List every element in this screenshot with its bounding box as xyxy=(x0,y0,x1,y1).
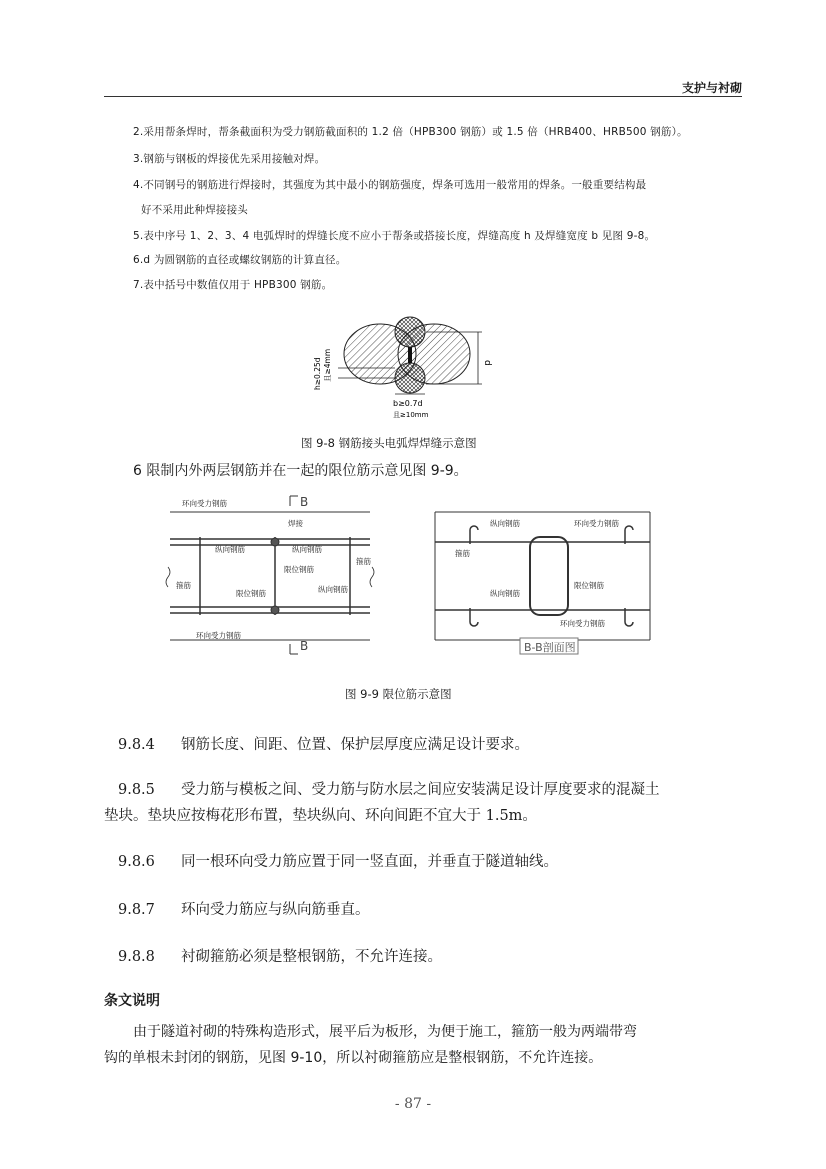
left-label-stirrup-l: 箍筋 xyxy=(176,581,191,590)
clause-text: 环向受力筋应与纵向筋垂直。 xyxy=(181,902,370,918)
figure-9-8-caption: 图 9-8 钢筋接头电弧焊焊缝示意图 xyxy=(301,436,477,450)
clause-number: 9.8.6 xyxy=(118,854,155,870)
clause-9-8-5 xyxy=(118,778,660,799)
clause-9-8-7 xyxy=(118,898,370,919)
right-label-stirrup: 箍筋 xyxy=(455,549,470,558)
right-label-ring-bottom: 环向受力钢筋 xyxy=(560,619,605,628)
clause-number: 9.8.7 xyxy=(118,902,155,918)
note-2: 2.采用帮条焊时，帮条截面积为受力钢筋截面积的 1.2 倍（HPB300 钢筋）或 1.5 倍（HRB400、HRB500 钢筋）。 xyxy=(133,126,688,138)
label-h: h≥0.25d xyxy=(313,357,322,390)
label-h2: 且≥4mm xyxy=(323,348,332,382)
right-title: B-B剖面图 xyxy=(524,641,576,654)
left-label-long1: 纵向钢筋 xyxy=(215,545,245,554)
note-4: 4.不同钢号的钢筋进行焊接时，其强度为其中最小的钢筋强度，焊条可选用一般常用的焊条。一般重要结构最 xyxy=(133,179,647,191)
running-header: 支护与衬砌 xyxy=(681,81,742,95)
left-label-limit1: 限位钢筋 xyxy=(284,565,314,574)
right-label-long-top: 纵向钢筋 xyxy=(490,519,520,528)
right-label-limit: 限位钢筋 xyxy=(574,581,604,590)
explanation-line-1: 由于隧道衬砌的特殊构造形式，展平后为板形，为便于施工，箍筋一般为两端带弯 xyxy=(133,1024,637,1040)
clause-9-8-8 xyxy=(118,945,442,966)
section-mark-bottom: B xyxy=(300,639,309,653)
clause-9-8-6 xyxy=(118,850,558,871)
left-label-ring-top: 环向受力钢筋 xyxy=(182,499,227,508)
clause-9-8-4 xyxy=(118,733,529,754)
left-label-long3: 纵向钢筋 xyxy=(318,585,348,594)
explanation-line-2: 钩的单根未封闭的钢筋，见图 9-10，所以衬砌箍筋应是整根钢筋，不允许连接。 xyxy=(104,1050,603,1066)
label-d: d xyxy=(482,360,492,366)
rebar-top xyxy=(395,317,425,347)
clause-text: 同一根环向受力筋应置于同一竖直面，并垂直于隧道轴线。 xyxy=(181,854,558,870)
left-label-limit2: 限位钢筋 xyxy=(236,589,266,598)
left-label-weld: 焊接 xyxy=(288,519,303,528)
right-label-long-bottom: 纵向钢筋 xyxy=(490,589,520,598)
section-mark-top: B xyxy=(300,495,309,509)
clause-number: 9.8.5 xyxy=(118,782,155,798)
figure-9-9-caption: 图 9-9 限位筋示意图 xyxy=(345,687,452,701)
note-5: 5.表中序号 1、2、3、4 电弧焊时的焊缝长度不应小于帮条或搭接长度，焊缝高度 h 及焊缝宽度 b 见图 9-8。 xyxy=(133,230,656,242)
clause-text: 受力筋与模板之间、受力筋与防水层之间应安装满足设计厚度要求的混凝土 xyxy=(181,782,660,798)
note-4-cont: 好不采用此种焊接接头 xyxy=(141,204,248,216)
label-b: b≥0.7d xyxy=(393,399,423,408)
clause-9-8-5-cont: 垫块。垫块应按梅花形布置，垫块纵向、环向间距不宜大于 1.5m。 xyxy=(104,808,537,824)
left-label-ring-bottom: 环向受力钢筋 xyxy=(196,631,241,640)
note-7: 7.表中括号中数值仅用于 HPB300 钢筋。 xyxy=(133,279,333,291)
left-label-stirrup-r: 箍筋 xyxy=(356,557,371,566)
page-number: - 87 - xyxy=(394,1096,432,1112)
label-b2: 且≥10mm xyxy=(393,411,429,419)
note-3: 3.钢筋与钢板的焊接优先采用接触对焊。 xyxy=(133,153,326,165)
clause-text: 衬砌箍筋必须是整根钢筋，不允许连接。 xyxy=(181,949,442,965)
clause-number: 9.8.4 xyxy=(118,737,155,753)
clause-number: 9.8.8 xyxy=(118,949,155,965)
figure-9-9-limit-rebar-diagram xyxy=(160,492,670,662)
header-rule xyxy=(104,96,742,97)
item-6-text: 6 限制内外两层钢筋并在一起的限位筋示意见图 9-9。 xyxy=(133,463,468,479)
explanation-title: 条文说明 xyxy=(104,993,160,1009)
left-label-long2: 纵向钢筋 xyxy=(292,545,322,554)
rebar-bottom xyxy=(395,363,425,393)
note-6: 6.d 为圆钢筋的直径或螺纹钢筋的计算直径。 xyxy=(133,254,347,266)
clause-text: 钢筋长度、间距、位置、保护层厚度应满足设计要求。 xyxy=(181,737,529,753)
right-section xyxy=(435,512,650,640)
right-label-ring-top: 环向受力钢筋 xyxy=(574,519,619,528)
figure-9-8-weld-diagram xyxy=(300,310,500,422)
